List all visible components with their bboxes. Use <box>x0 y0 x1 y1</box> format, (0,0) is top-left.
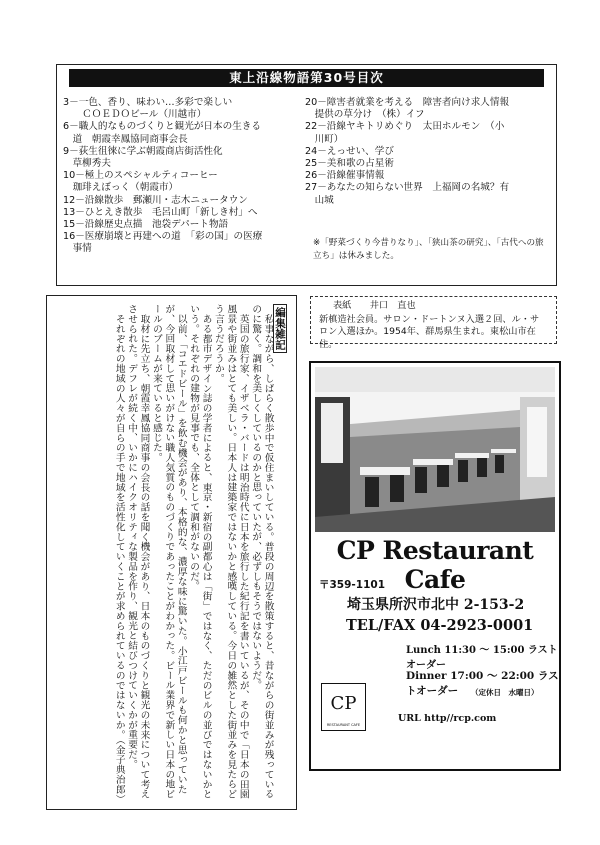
editorial-paragraph: 英国の旅行家、イザベラ・バードは明治時代に日本を旅行した紀行記を書いているが、その中で「日本の田園風景や街並みはとても美しい。日本人は建築家ではないかと感嘆している。今日の雑然とした街並みを見たらどう言うだろうか。 <box>212 304 249 799</box>
toc-item: 6－職人的なものづくりと観光が日本の生きる 道 朝霞幸鳳協同商事会長 <box>63 121 261 145</box>
toc-item: 16－医療崩壊と再建への道 「彩の国」の医療 事情 <box>63 231 263 255</box>
restaurant-name: CP Restaurant Cafe <box>336 536 534 594</box>
toc-item: 12－沿線散歩 郵瀬川・志木ニュータウン <box>63 194 248 206</box>
phone-fax: TEL/FAX 04-2923-0001 <box>346 617 534 634</box>
lunch-hours: Lunch 11:30 〜 15:00 ラストオーダー <box>406 645 558 671</box>
restaurant-interior-photo <box>315 367 555 532</box>
toc-item: 3－一色、香り、味わい…多彩で楽しい ＣＯＥＤＯビール（川越市） <box>63 97 233 121</box>
editorial-paragraph: それぞれの地域の人々が自らの手で地域を活性化していくことが求められているのではないか。（金子典治郎） <box>113 313 125 804</box>
closed-day: （定休日 水曜日） <box>471 688 539 697</box>
cp-logo-text: CP <box>330 693 357 714</box>
postal-code: 〒359-1101 <box>319 579 385 591</box>
restaurant-advertisement <box>309 361 561 771</box>
cover-credit-box <box>310 296 557 350</box>
cover-credit-heading: 表紙 井口 直也 <box>333 300 416 311</box>
dinner-hours: Dinner 17:00 〜 22:00 ラストオーダー <box>406 670 559 697</box>
toc-item: 10－極上のスペシャルティコーヒー 珈琲えぼっく（朝霞市） <box>63 170 218 194</box>
toc-item: 20－障害者就業を考える 障害者向け求人情報 提供の草分け （株）イフ <box>305 97 510 121</box>
editorial-text <box>54 304 286 804</box>
editorial-heading: 編集雑記 <box>273 304 287 353</box>
cover-credit-body: 新槙造社会員。サロン・ドートンヌ入選２回、ル・サロン入選ほか。1954年、群馬県生まれ。東松山市在住。 <box>319 313 540 350</box>
cp-logo <box>321 683 366 731</box>
editorial-paragraph: 取材に先立ち、朝霞幸鳳協同商事の会長の話を聞く機会があり、日本のものづくりと観光の未来について考えさせられた。デフレが続く中、いかにハイクオリティな製品を作り、観光と結びつけていくかが重要だ。 <box>126 304 150 799</box>
editorial-box <box>46 295 297 810</box>
toc-item: 15－沿線歴史点描 池袋デパート物語 <box>63 219 229 231</box>
toc-item: 13－ひとえき散歩 毛呂山町「新しき村」へ <box>63 206 258 218</box>
toc-item: 9－荻生徂徠に学ぶ朝霞商店街活性化 草柳秀夫 <box>63 145 223 170</box>
toc-item: 27－あなたの知らない世界 上福岡の名城？有 山城 <box>305 182 510 206</box>
cp-logo-subtext: RESTAURANT CAFE <box>326 723 361 727</box>
website-url[interactable]: URL http//rcp.com <box>398 713 497 724</box>
toc-left-column <box>63 97 303 256</box>
editorial-paragraph: 以前、「コエドビール」を飲む機会があり、本格的な、濃厚な味に驚いた。小江戸ビールも何かと思っていたが、今回取材して思いがけない職人気質のものづくりであったことがわかった。ビール業界で新しい日本の地ビールのブームが来ていると感じた。 <box>150 304 187 799</box>
toc-title: 東上沿線物語第30号目次 <box>69 69 544 87</box>
address: 埼玉県所沢市北中 2-153-2 <box>347 597 525 613</box>
toc-item: 25－美和歌の占星術 <box>305 158 394 170</box>
toc-item: 26－沿線催事情報 <box>305 170 385 182</box>
toc-right-column <box>305 97 553 207</box>
toc-note: ※「野菜づくり今昔りなり」、「狭山茶の研究」、「古代への旅立ち」は休みました。 <box>313 238 544 261</box>
toc-item: 22－沿線ヤキトリめぐり 太田ホルモン （小 川町） <box>305 121 505 145</box>
editorial-paragraph: ある都市デザイン誌の学者によると、東京・新宿の副都心は「街」ではなく、ただのビルの並びではないかという。それぞれの建物が見事でも、全体として調和がないのだ。 <box>188 304 212 799</box>
toc-item: 24－えっせい、学び <box>305 145 394 157</box>
toc-box <box>56 64 557 286</box>
editorial-paragraph: 私事ながら、しばらく散歩中で仮住まいしている。普段の周辺を散策すると、昔ながらの街並みが残っているのに驚く。調和を美しくしているのかと思っていたが、必ずしもそうではないようだ。 <box>250 304 274 799</box>
